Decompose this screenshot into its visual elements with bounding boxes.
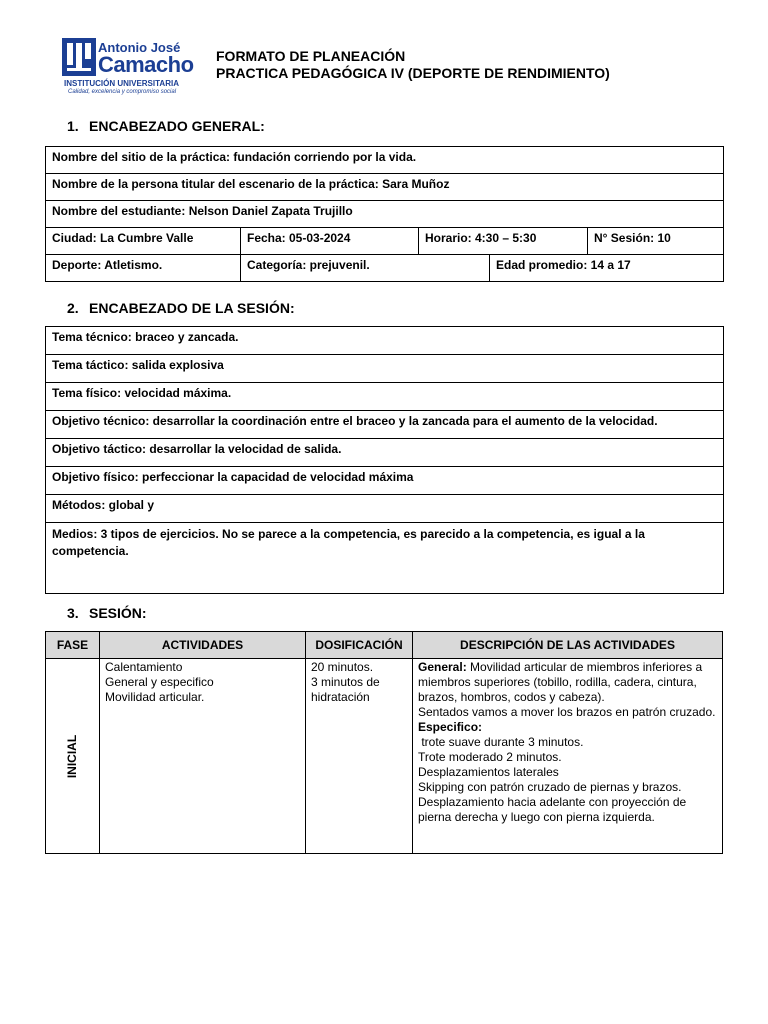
section3-number: 3. [67,605,79,621]
header-dosage: DOSIFICACIÓN [306,632,413,659]
activity-item: General y especifico [105,675,214,689]
physical-topic: Tema físico: velocidad máxima. [52,386,232,400]
description-line: Desplazamientos laterales [418,765,559,779]
site-name: Nombre del sitio de la práctica: fundación corriendo por la vida. [52,150,417,164]
session-table [45,631,723,854]
section2-number: 2. [67,300,79,316]
tactical-topic: Tema táctico: salida explosiva [52,358,224,372]
section1-heading [67,118,265,134]
technical-objective: Objetivo técnico: desarrollar la coordinación entre el braceo y la zancada para el aumento de la velocidad. [52,414,658,428]
activities-cell [100,659,306,854]
description-cell [413,659,723,854]
institution-logo [62,38,192,98]
dosage-item: 20 minutos. [311,660,374,674]
document-title-line1: FORMATO DE PLANEACIÓN [216,48,406,64]
owner-name: Nombre de la persona titular del escenario de la práctica: Sara Muñoz [52,177,450,191]
technical-topic: Tema técnico: braceo y zancada. [52,330,239,344]
media-field: Medios: 3 tipos de ejercicios. No se parece a la competencia, es parecido a la competencia, es igual a la competencia. [52,527,645,558]
section1-number: 1. [67,118,79,134]
general-text: Movilidad articular de miembros inferiores a miembros superiores (tobillo, rodilla, cadera, cintura, brazos, hombros, codos y cabeza). [418,660,703,704]
sport-field: Deporte: Atletismo. [46,255,241,281]
table-row [46,659,723,854]
logo-motto: Calidad, excelencia y compromiso social [68,89,177,95]
logo-mark-icon [62,38,96,76]
general-description [418,660,717,705]
description-line: trote suave durante 3 minutos. [418,735,584,749]
logo-name-line1: Antonio José [98,40,181,55]
phase-cell [46,659,100,854]
document-title-line2: PRACTICA PEDAGÓGICA IV (DEPORTE DE RENDIMIENTO) [216,65,610,81]
header-activities: ACTIVIDADES [100,632,306,659]
tactical-objective: Objetivo táctico: desarrollar la velocidad de salida. [52,442,342,456]
session-header-table [45,326,724,594]
document-title [216,48,610,82]
section2-heading [67,300,295,316]
physical-objective: Objetivo físico: perfeccionar la capacidad de velocidad máxima [52,470,414,484]
description-line: Skipping con patrón cruzado de piernas y brazos. [418,780,682,794]
date-field: Fecha: 05-03-2024 [241,228,419,254]
session-number-field: N° Sesión: 10 [594,231,671,245]
dosage-item: hidratación [311,690,370,704]
category-field: Categoría: prejuvenil. [241,255,490,281]
description-line: Sentados vamos a mover los brazos en patrón cruzado. [418,705,716,719]
age-field: Edad promedio: 14 a 17 [496,258,631,272]
methods-field: Métodos: global y [52,498,154,512]
section2-title: ENCABEZADO DE LA SESIÓN: [89,300,295,316]
description-line: Desplazamiento hacia adelante con proyección de pierna derecha y luego con pierna izquierda. [418,795,687,824]
schedule-field: Horario: 4:30 – 5:30 [419,228,588,254]
header-description: DESCRIPCIÓN DE LAS ACTIVIDADES [413,632,723,659]
activity-item: Calentamiento [105,660,183,674]
description-line: Trote moderado 2 minutos. [418,750,562,764]
section3-heading [67,605,147,621]
logo-institution: INSTITUCIÓN UNIVERSITARIA [64,79,179,88]
dosage-item: 3 minutos de [311,675,380,689]
specific-label: Especifico: [418,720,483,734]
activity-item: Movilidad articular. [105,690,205,704]
student-name: Nombre del estudiante: Nelson Daniel Zapata Trujillo [52,204,353,218]
dosage-cell [306,659,413,854]
city-field: Ciudad: La Cumbre Valle [46,228,241,254]
section1-title: ENCABEZADO GENERAL: [89,118,265,134]
session-table-header [46,632,723,659]
general-label: General: [418,660,467,674]
phase-label: INICIAL [65,734,79,778]
header-phase: FASE [46,632,100,659]
logo-name-line2: Camacho [98,52,194,77]
general-header-table [45,146,724,282]
section3-title: SESIÓN: [89,605,147,621]
